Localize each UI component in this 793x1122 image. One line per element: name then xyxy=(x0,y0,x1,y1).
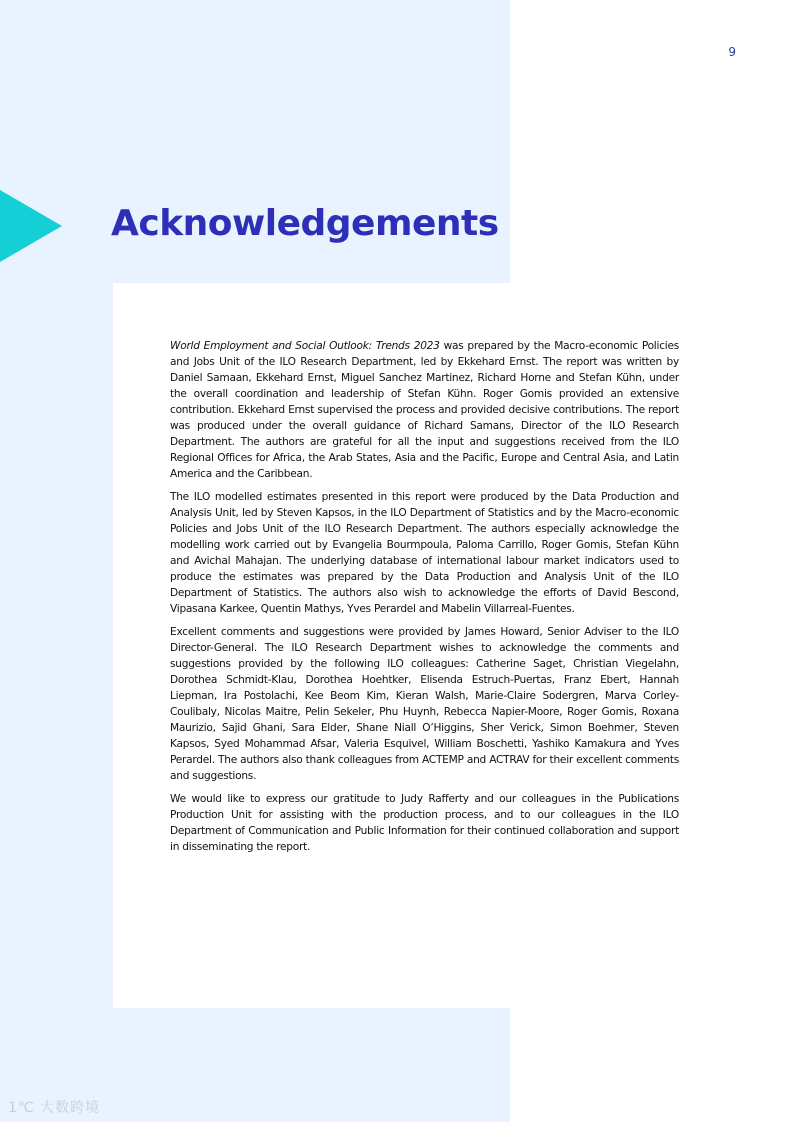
paragraph-1 xyxy=(170,338,679,482)
paragraph-4: We would like to express our gratitude to Judy Rafferty and our colleagues in the Publications Production Unit for assisting with the production process, and to our colleagues in the ILO Department of Communication and Public Information for their continued collaboration and support in disseminating the report. xyxy=(170,793,679,853)
page-title: Acknowledgements xyxy=(111,203,499,244)
paragraph-2: The ILO modelled estimates presented in this report were produced by the Data Production and Analysis Unit, led by Steven Kapsos, in the ILO Department of Statistics and by the Macro-economic Policies and Jobs Unit of the ILO Research Department. The authors especially acknowledge the modelling work carried out by Evangelia Bourmpoula, Paloma Carrillo, Roger Gomis, Stefan Kühn and Avichal Mahajan. The underlying database of international labour market indicators used to produce the estimates was prepared by the Data Production and Analysis Unit of the ILO Department of Statistics. The authors also wish to acknowledge the efforts of David Bescond, Vipasana Karkee, Quentin Mathys, Yves Perardel and Mabelin Villarreal-Fuentes. xyxy=(170,491,679,615)
watermark: 1℃ 大数跨境 xyxy=(8,1100,101,1116)
teal-triangle-marker xyxy=(0,190,62,262)
acknowledgements-body xyxy=(170,338,679,862)
paragraph-3: Excellent comments and suggestions were provided by James Howard, Senior Adviser to the ILO Director-General. The ILO Research Department wishes to acknowledge the comments and suggestions provided by the following ILO colleagues: Catherine Saget, Christian Viegelahn, Dorothea Schmidt-Klau, Dorothea Hoehtker, Elisenda Estruch-Puertas, Franz Ebert, Hannah Liepman, Ira Postolachi, Kee Beom Kim, Kieran Walsh, Marie-Claire Sodergren, Marva Corley-Coulibaly, Nicolas Maitre, Pelin Sekeler, Phu Huynh, Rebecca Napier-Moore, Roger Gomis, Roxana Maurizio, Sajid Ghani, Sara Elder, Shane Niall O’Higgins, Sher Verick, Simon Boehmer, Steven Kapsos, Syed Mohammad Afsar, Valeria Esquivel, William Boschetti, Yashiko Kamakura and Yves Perardel. The authors also thank colleagues from ACTEMP and ACTRAV for their excellent comments and suggestions. xyxy=(170,626,679,782)
page-number: 9 xyxy=(728,45,736,59)
report-title-italic: World Employment and Social Outlook: Trends 2023 xyxy=(170,340,440,352)
paragraph-1-text: was prepared by the Macro-economic Policies and Jobs Unit of the ILO Research Department, led by Ekkehard Ernst. The report was written by Daniel Samaan, Ekkehard Ernst, Miguel Sanchez Martinez, Richard Horne and Stefan Kühn, under the overall coordination and leadership of Stefan Kühn. Roger Gomis provided an extensive contribution. Ekkehard Ernst supervised the process and provided decisive contributions. The report was produced under the overall guidance of Richard Samans, Director of the ILO Research Department. The authors are grateful for all the input and suggestions received from the ILO Regional Offices for Africa, the Arab States, Asia and the Pacific, Europe and Central Asia, and Latin America and the Caribbean. xyxy=(170,340,679,480)
